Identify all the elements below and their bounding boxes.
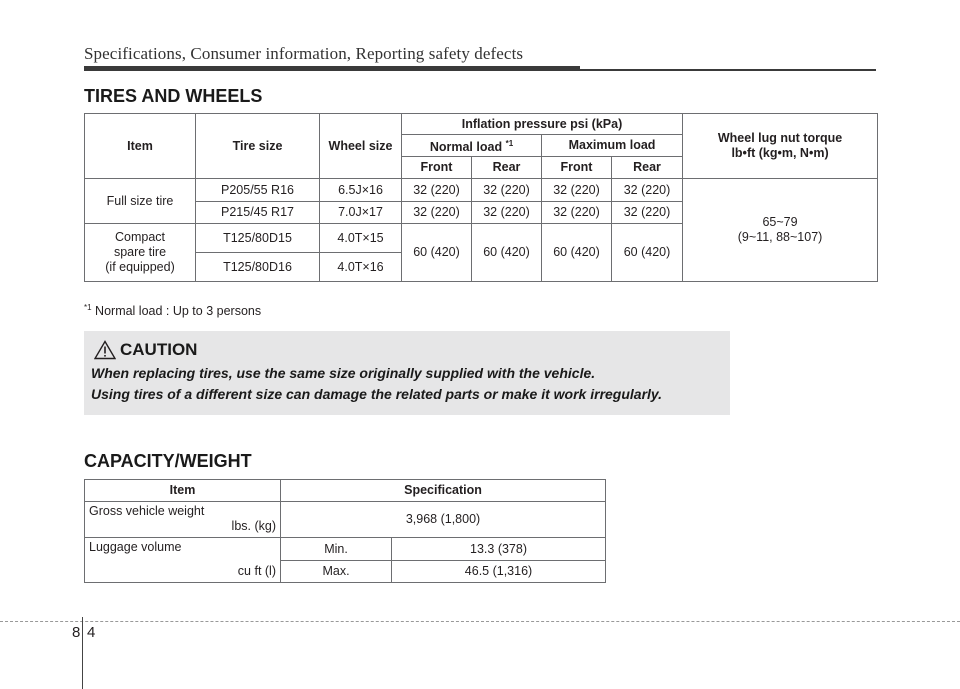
header-maximum-load: Maximum load xyxy=(542,135,683,157)
pressure-cell: 32 (220) xyxy=(402,202,472,224)
gross-weight-label-text: Gross vehicle weight xyxy=(89,504,205,518)
tire-size-cell: T125/80D15 xyxy=(196,224,320,253)
compact-spare-label xyxy=(85,224,196,282)
header-item: Item xyxy=(85,114,196,179)
compact-label-line3: (if equipped) xyxy=(105,260,175,274)
header-max-front: Front xyxy=(542,157,612,179)
wheel-size-cell: 7.0J×17 xyxy=(320,202,402,224)
wheel-size-cell: 6.5J×16 xyxy=(320,179,402,202)
luggage-volume-label xyxy=(85,538,281,583)
tire-size-cell: P215/45 R17 xyxy=(196,202,320,224)
wheel-size-cell: 4.0T×16 xyxy=(320,253,402,282)
page-chapter-number: 8 xyxy=(72,624,81,641)
capacity-weight-table xyxy=(84,479,606,583)
header-normal-load-sup: *1 xyxy=(505,138,514,148)
caution-title: CAUTION xyxy=(120,340,198,359)
header-rule-thin xyxy=(580,69,876,71)
tire-size-cell: T125/80D16 xyxy=(196,253,320,282)
section-title-tires: TIRES AND WHEELS xyxy=(84,86,263,106)
pressure-cell: 32 (220) xyxy=(402,179,472,202)
caution-line-2: Using tires of a different size can damage the related parts or make it work irregularly. xyxy=(91,386,663,402)
page-number: 4 xyxy=(87,624,96,641)
luggage-min-value: 13.3 (378) xyxy=(392,538,606,561)
section-title-capacity: CAPACITY/WEIGHT xyxy=(84,451,252,471)
header-wheel-size: Wheel size xyxy=(320,114,402,179)
gross-weight-label xyxy=(85,502,281,538)
luggage-volume-label-text: Luggage volume xyxy=(89,540,182,554)
luggage-max-label: Max. xyxy=(281,561,392,583)
pressure-cell: 32 (220) xyxy=(472,179,542,202)
pressure-cell: 60 (420) xyxy=(542,224,612,282)
lug-torque-value xyxy=(683,179,878,282)
table-row xyxy=(85,538,606,561)
tires-wheels-table xyxy=(84,113,878,282)
pressure-cell: 32 (220) xyxy=(542,179,612,202)
header-normal-front: Front xyxy=(402,157,472,179)
footnote-marker: *1 xyxy=(84,303,92,312)
header-inflation-pressure: Inflation pressure psi (kPa) xyxy=(402,114,683,135)
header-lug-torque-line1: Wheel lug nut torque xyxy=(717,131,843,145)
running-header: Specifications, Consumer information, Reporting safety defects xyxy=(84,44,524,63)
warning-triangle-icon xyxy=(94,340,116,360)
gross-weight-value: 3,968 (1,800) xyxy=(281,502,606,538)
header-normal-load-label: Normal load xyxy=(429,140,503,155)
header-normal-rear: Rear xyxy=(472,157,542,179)
pressure-cell: 32 (220) xyxy=(472,202,542,224)
pressure-cell: 60 (420) xyxy=(612,224,683,282)
footnote-text: Normal load : Up to 3 persons xyxy=(95,304,262,319)
wheel-size-cell: 4.0T×15 xyxy=(320,224,402,253)
compact-label-line1: Compact xyxy=(114,230,166,244)
header-lug-torque xyxy=(683,114,878,179)
header-normal-load xyxy=(402,135,542,157)
pressure-cell: 60 (420) xyxy=(402,224,472,282)
pressure-cell: 60 (420) xyxy=(472,224,542,282)
footer-vertical-rule xyxy=(82,617,83,689)
gross-weight-unit: lbs. (kg) xyxy=(231,519,276,533)
caution-line-1: When replacing tires, use the same size originally supplied with the vehicle. xyxy=(91,365,596,381)
header-specification: Specification xyxy=(281,480,606,502)
compact-label-line2: spare tire xyxy=(113,245,167,259)
lug-torque-line2: (9~11, 88~107) xyxy=(737,230,823,244)
footer-dashed-rule xyxy=(0,621,960,622)
header-tire-size: Tire size xyxy=(196,114,320,179)
caution-box xyxy=(84,331,730,415)
pressure-cell: 32 (220) xyxy=(612,179,683,202)
header-lug-torque-line2: lb•ft (kg•m, N•m) xyxy=(731,146,829,160)
header-max-rear: Rear xyxy=(612,157,683,179)
pressure-cell: 32 (220) xyxy=(542,202,612,224)
lug-torque-line1: 65~79 xyxy=(762,215,798,229)
full-size-label: Full size tire xyxy=(85,179,196,224)
luggage-max-value: 46.5 (1,316) xyxy=(392,561,606,583)
luggage-volume-unit: cu ft (l) xyxy=(237,564,276,578)
pressure-cell: 32 (220) xyxy=(612,202,683,224)
tire-size-cell: P205/55 R16 xyxy=(196,179,320,202)
luggage-min-label: Min. xyxy=(281,538,392,561)
footnote xyxy=(84,303,261,318)
header-cap-item: Item xyxy=(85,480,281,502)
header-rule-thick xyxy=(84,66,580,71)
table-row xyxy=(85,179,878,202)
table-row xyxy=(85,502,606,538)
